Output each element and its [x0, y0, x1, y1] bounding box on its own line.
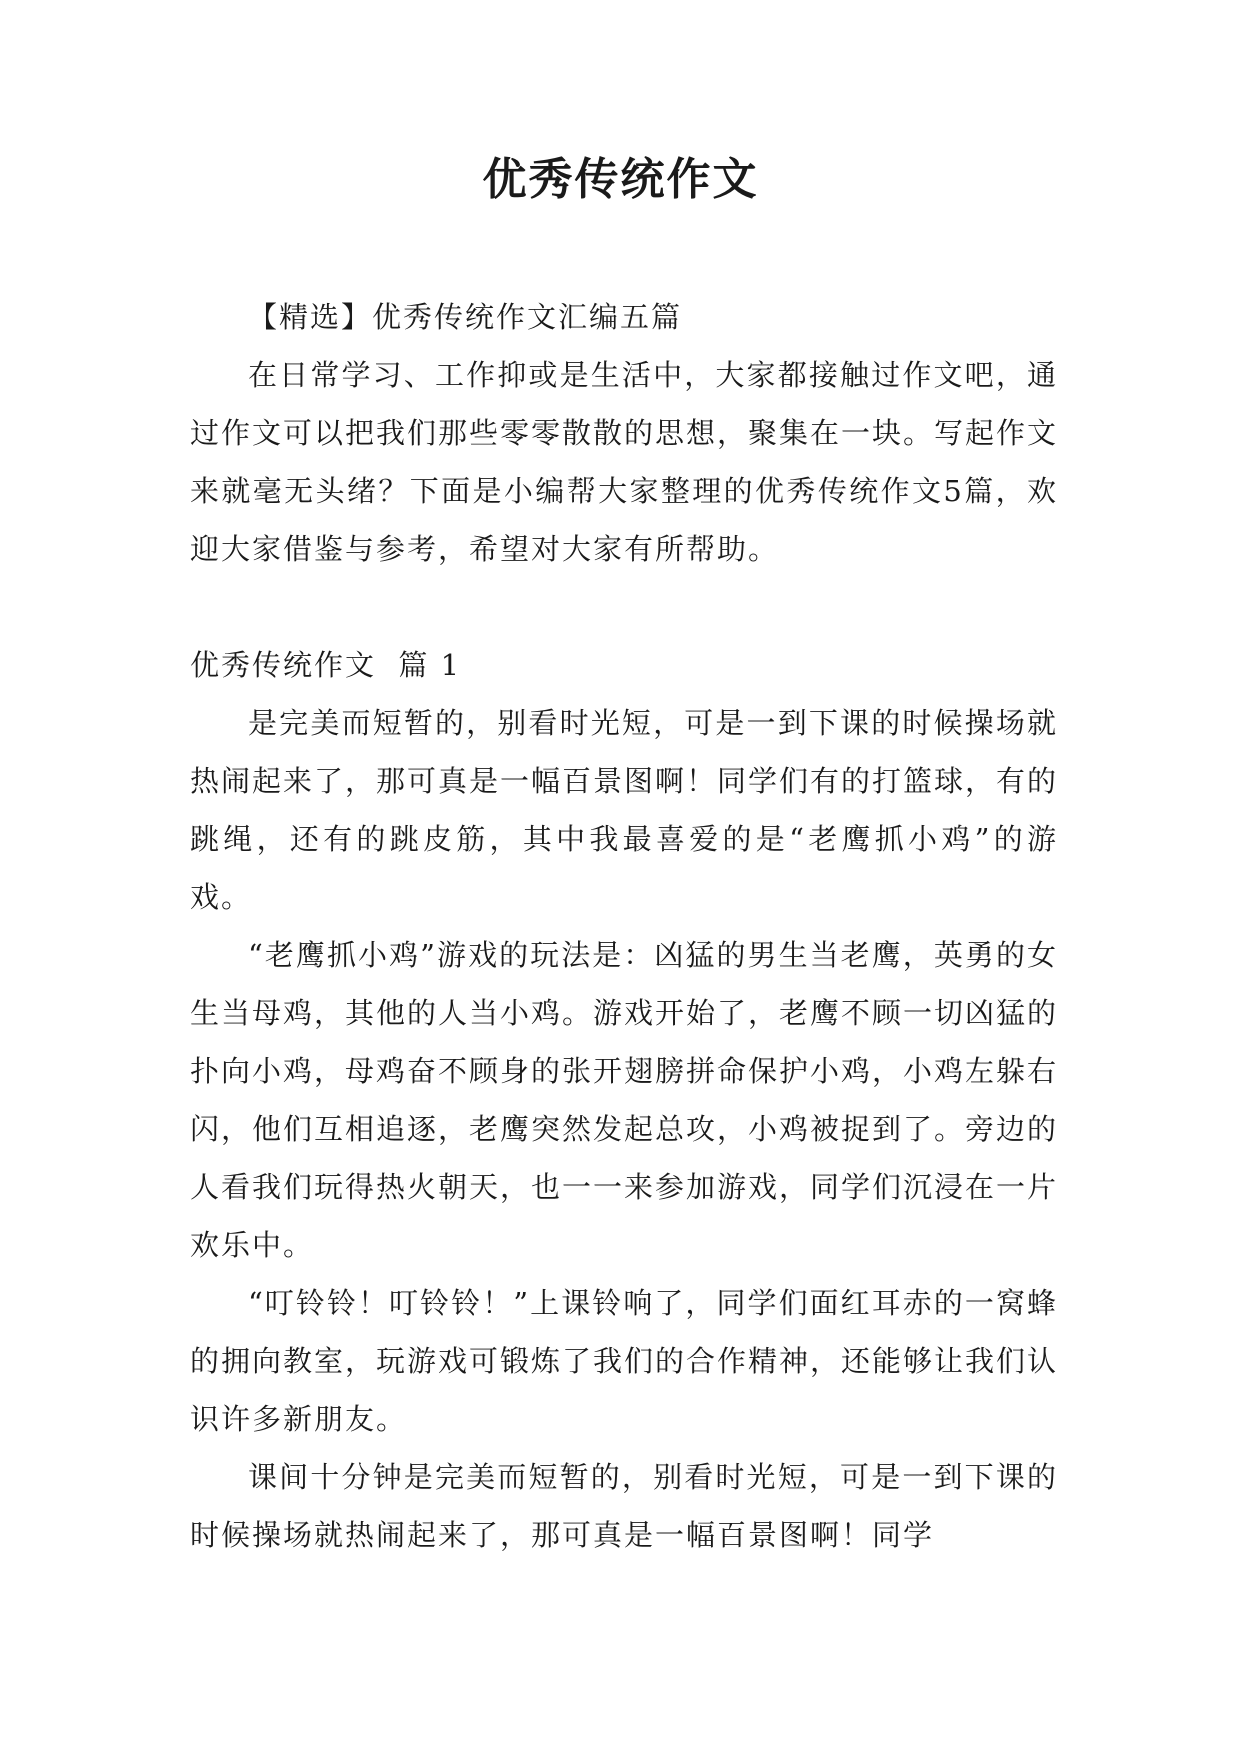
- body-paragraph: 是完美而短暂的，别看时光短，可是一到下课的时候操场就热闹起来了，那可真是一幅百景图啊！同学们有的打篮球，有的跳绳，还有的跳皮筋，其中我最喜爱的是“老鹰抓小鸡”的游戏。: [190, 706, 1059, 914]
- document-body: [190, 288, 1058, 1564]
- document-title: 优秀传统作文: [482, 154, 759, 205]
- intro-paragraph: 在日常学习、工作抑或是生活中，大家都接触过作文吧，通过作文可以把我们那些零零散散的思想，聚集在一块。写起作文来就毫无头绪？下面是小编帮大家整理的优秀传统作文5篇，欢迎大家借鉴与参考，希望对大家有所帮助。: [190, 358, 1059, 566]
- section-heading: 优秀传统作文 篇 1: [190, 648, 462, 682]
- body-paragraph: “老鹰抓小鸡”游戏的玩法是：凶猛的男生当老鹰，英勇的女生当母鸡，其他的人当小鸡。游戏开始了，老鹰不顾一切凶猛的扑向小鸡，母鸡奋不顾身的张开翅膀拼命保护小鸡，小鸡左躲右闪，他们互相追逐，老鹰突然发起总攻，小鸡被捉到了。旁边的人看我们玩得热火朝天，也一一来参加游戏，同学们沉浸在一片欢乐中。: [190, 938, 1059, 1262]
- document-subtitle: 【精选】优秀传统作文汇编五篇: [248, 300, 683, 334]
- body-paragraph: “叮铃铃！叮铃铃！”上课铃响了，同学们面红耳赤的一窝蜂的拥向教室，玩游戏可锻炼了我们的合作精神，还能够让我们认识许多新朋友。: [190, 1286, 1059, 1436]
- body-paragraph: 课间十分钟是完美而短暂的，别看时光短，可是一到下课的时候操场就热闹起来了，那可真是一幅百景图啊！同学: [190, 1460, 1058, 1552]
